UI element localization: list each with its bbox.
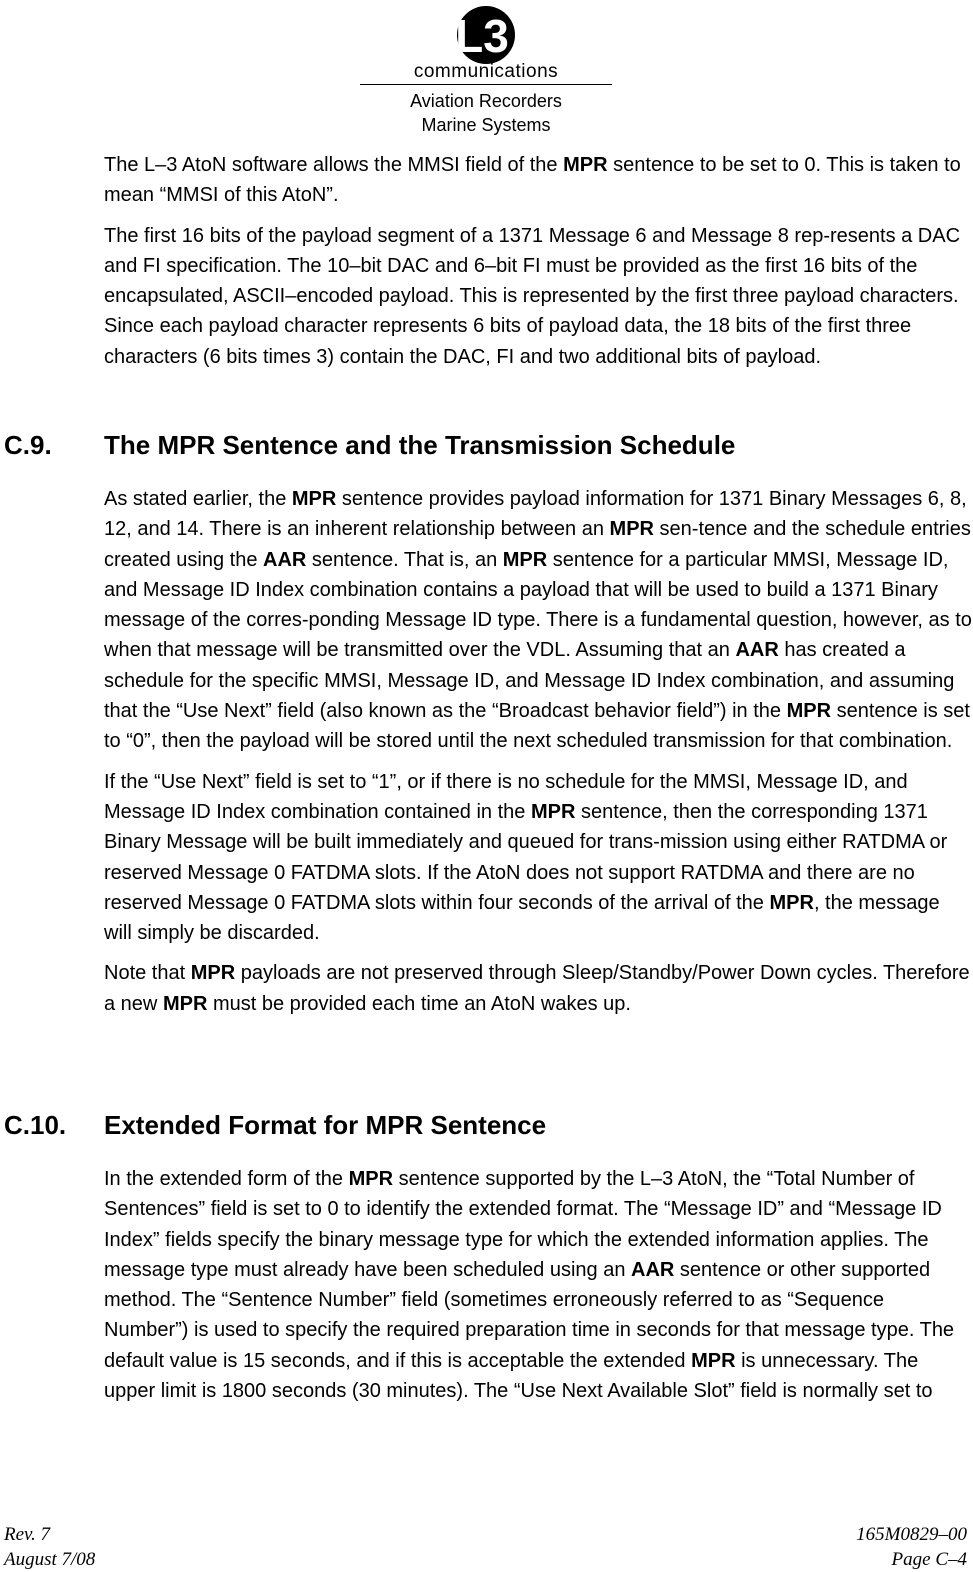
section-number: C.9. [4,430,52,460]
division-line-2: Marine Systems [421,115,551,135]
company-name: communications [413,61,559,82]
paragraph: In the extended form of the MPR sentence supported by the L–3 AtoN, the “Total Number of Sentences” field is set to 0 to identify the extended format. The “Message ID” and “Message ID Index” fields specify the binary message type for which the extended information applies. The message type must already have been scheduled using an AAR sentence or other supported method. The “Sentence Number” field (sometimes erroneously referred to as “Sequence Number”) is used to specify the required preparation time in seconds for that message type. The default value is 15 seconds, and if this is acceptable the extended MPR is unnecessary. The upper limit is 1800 seconds (30 minutes). The “Use Next Available Slot” field is normally set to [104,1168,955,1403]
footer-right [856,1522,967,1572]
paragraph: The L–3 AtoN software allows the MMSI field of the MPR sentence to be set to 0. This is taken to mean “MMSI of this AtoN”. [104,154,961,207]
paragraph: As stated earlier, the MPR sentence provides payload information for 1371 Binary Messages 6, 8, 12, and 14. There is an inherent relationship between an MPR sen-tence and the schedule entries created using the AAR sentence. That is, an MPR sentence for a particular MMSI, Message ID, and Message ID Index combination contains a payload that will be used to build a 1371 Binary message of the corres-ponding Message ID type. There is a fundamental question, however, as to when that message will be transmitted over the VDL. Assuming that an AAR has created a schedule for the specific MMSI, Message ID, and Message ID Index combination, and assuming that the “Use Next” field (also known as the “Broadcast behavior field”) in the MPR sentence is set to “0”, then the payload will be stored until the next scheduled transmission for that combination. [104,488,972,753]
section-title: Extended Format for MPR Sentence [104,1110,547,1140]
paragraph: If the “Use Next” field is set to “1”, or if there is no schedule for the MMSI, Message ID, and Message ID Index combination contained in the MPR sentence, then the corresponding 1371 Binary Message will be built immediately and queued for trans-mission using either RATDMA or reserved Message 0 FATDMA slots. If the AtoN does not support RATDMA and there are no reserved Message 0 FATDMA slots within four seconds of the arrival of the MPR, the message will simply be discarded. [104,770,948,945]
page-body [104,150,972,382]
paragraph: The first 16 bits of the payload segment of a 1371 Message 6 and Message 8 rep-resents a DAC and FI specification. The 10–bit DAC and 6–bit FI must be provided as the first 16 bits of the encapsulated, ASCII–encoded payload. This is represented by the first three payload characters. Since each payload character represents 6 bits of payload data, the 18 bits of the first three characters (6 bits times 3) contain the DAC, FI and two additional bits of payload. [104,224,961,368]
footer-left [4,1522,95,1572]
revision-date: August 7/08 [4,1549,96,1570]
document-number: 165M0829–00 [856,1524,967,1545]
page-header [360,4,612,137]
section-c10-body [104,1164,972,1416]
section-c9-body [104,484,972,1029]
section-title: The MPR Sentence and the Transmission Schedule [104,430,736,460]
header-rule [360,84,612,85]
section-number: C.10. [4,1110,67,1140]
l3-logo-icon [446,4,526,66]
page-number: Page C–4 [891,1549,967,1570]
logo-letter: L3 [455,10,509,62]
division-line-1: Aviation Recorders [410,91,562,111]
revision: Rev. 7 [4,1524,51,1545]
paragraph: Note that MPR payloads are not preserved through Sleep/Standby/Power Down cycles. Therefore a new MPR must be provided each time an AtoN wakes up. [104,962,970,1015]
